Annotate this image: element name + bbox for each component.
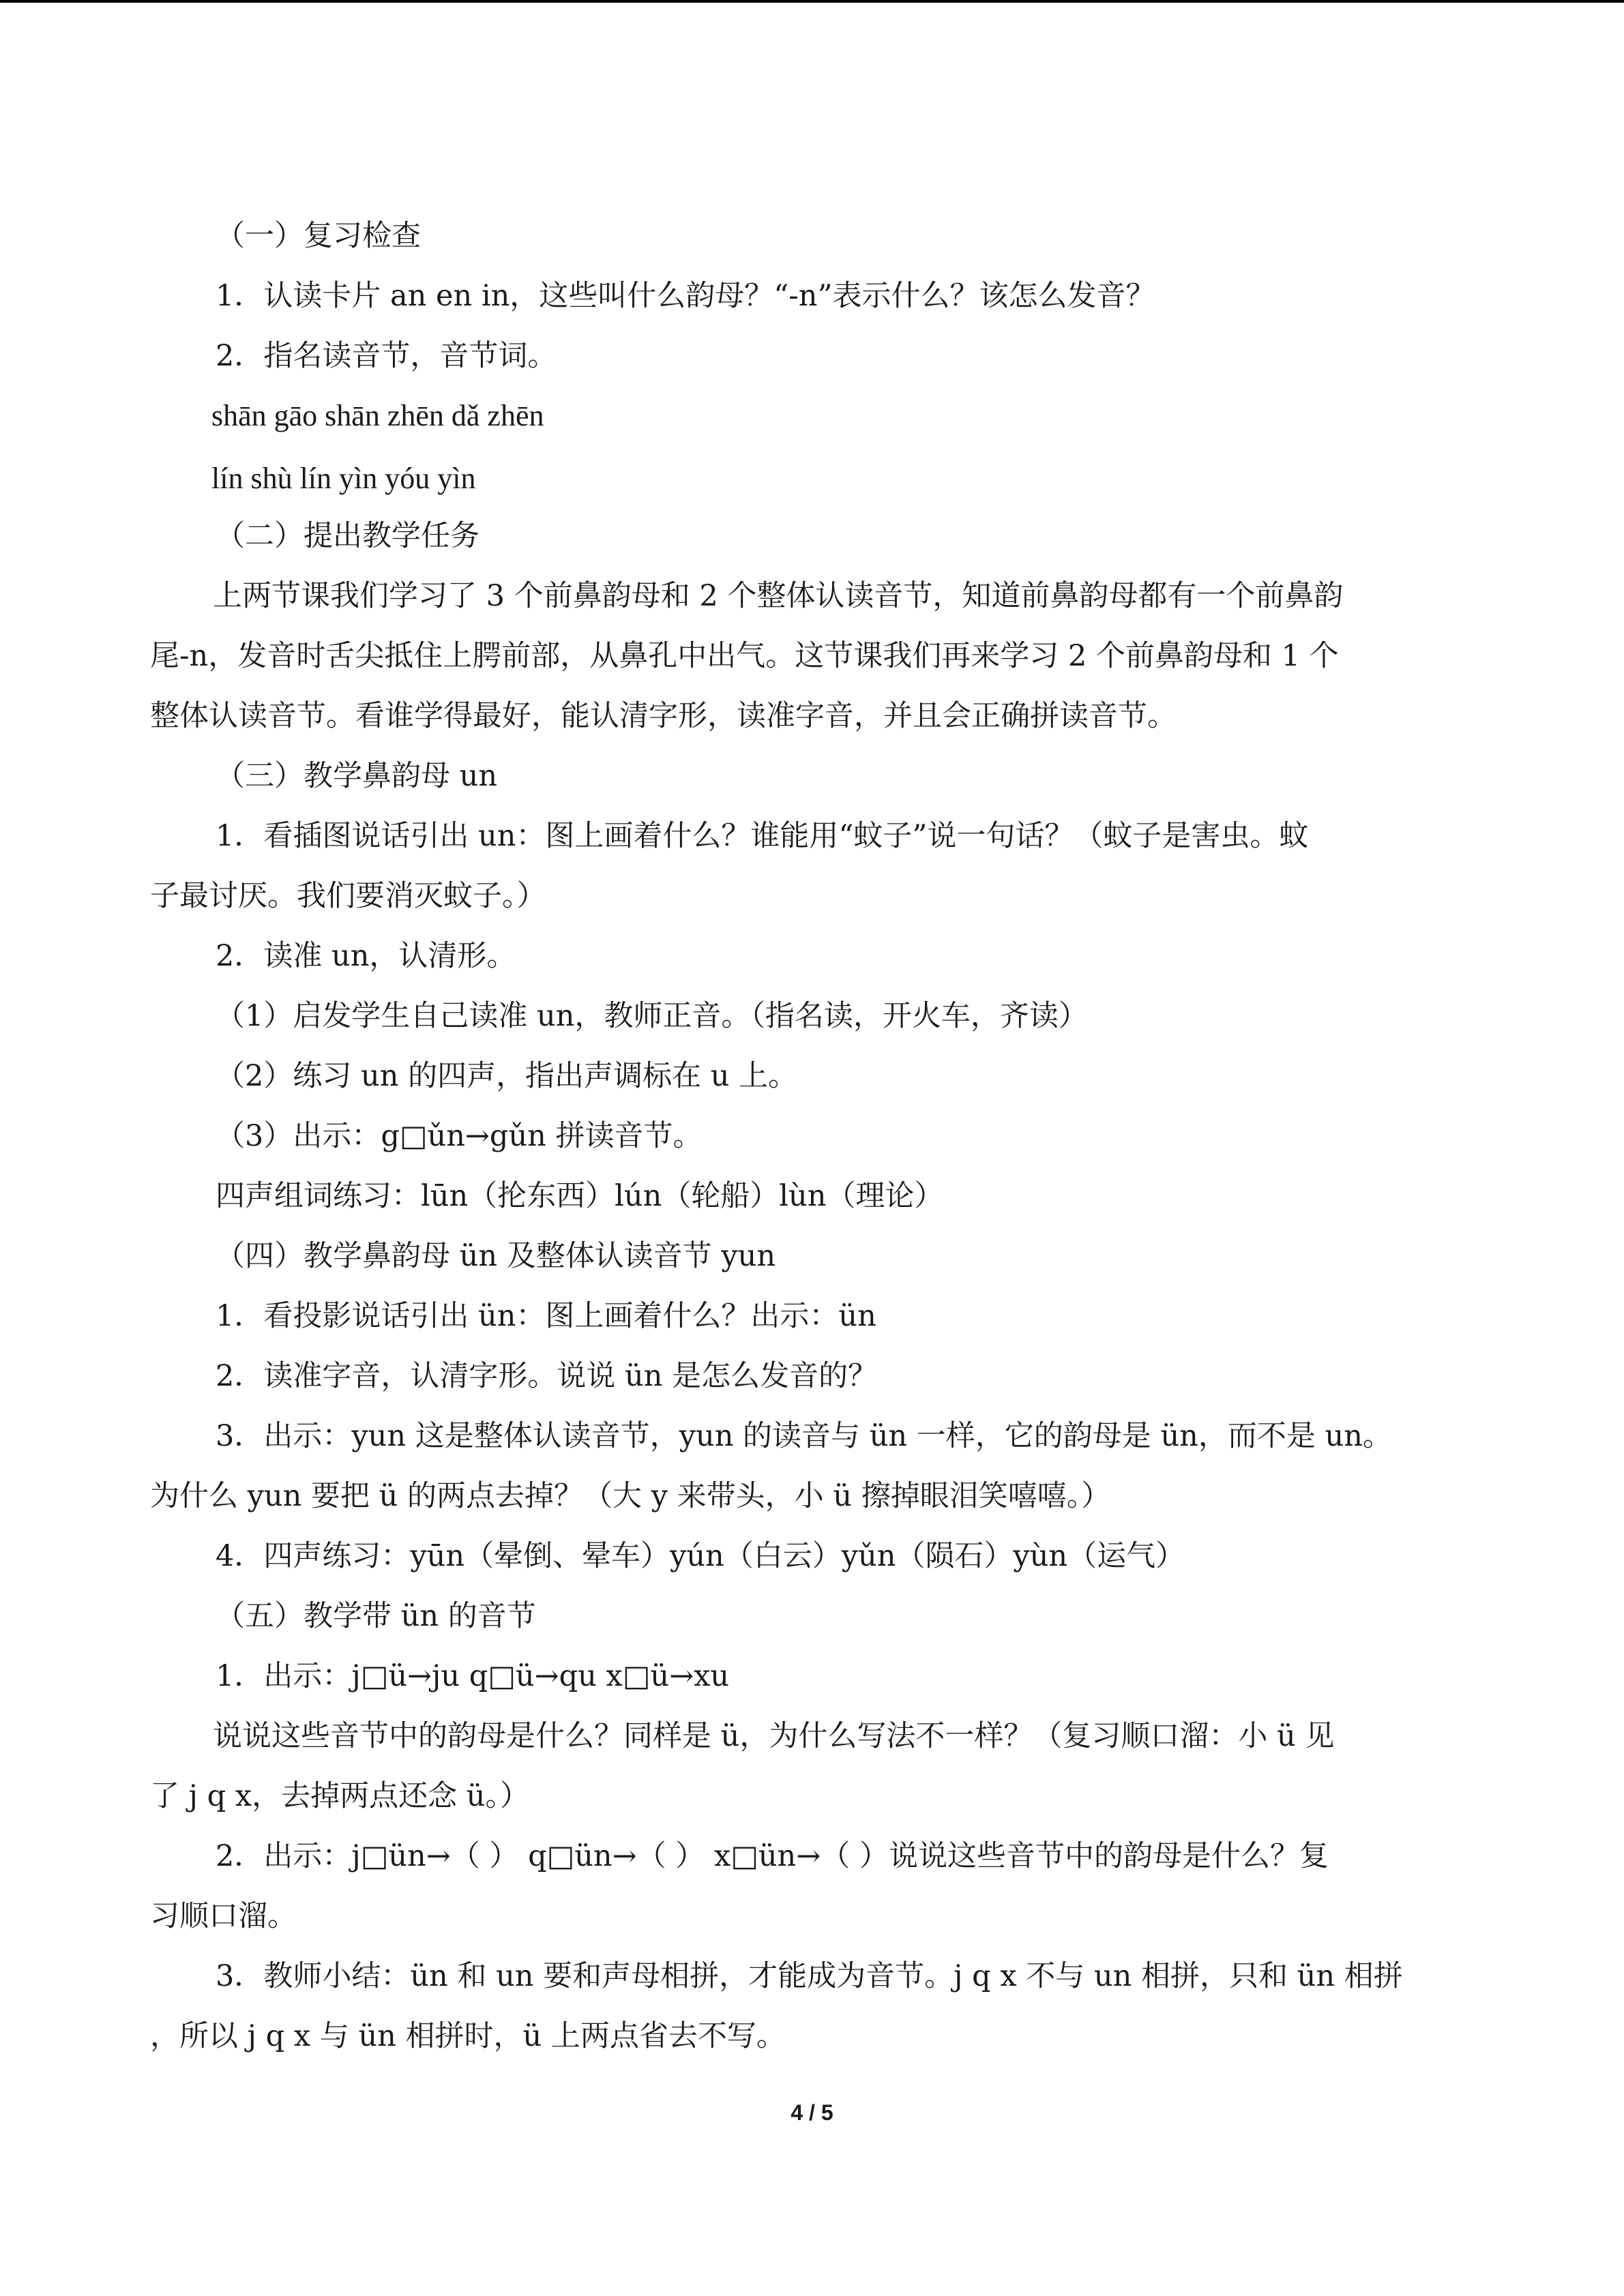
text-line: 上两节课我们学习了 3 个前鼻韵母和 2 个整体认读音节，知道前鼻韵母都有一个前鼻韵: [213, 579, 1344, 613]
text-line: 1．认读卡片 an en in，这些叫什么韵母？“-n”表示什么？该怎么发音？: [216, 279, 1155, 313]
text-line: 3．教师小结：ün 和 un 要和声母相拼，才能成为音节。j q x 不与 un 相拼，只和 ün 相拼: [216, 1959, 1403, 1993]
text-line: 了 j q x，去掉两点还念 ü。）: [150, 1779, 529, 1813]
text-line: 子最讨厌。我们要消灭蚊子。）: [150, 879, 546, 913]
pinyin-line: shān gāo shān zhēn dǎ zhēn: [211, 399, 544, 432]
text-line: ，所以 j q x 与 ün 相拼时，ü 上两点省去不写。: [150, 2019, 786, 2053]
section-heading-un: （三）教学鼻韵母 un: [216, 759, 498, 793]
section-heading-review: （一）复习检查: [216, 219, 421, 253]
text-line: （3）出示：g□ǔn→gǔn 拼读音节。: [216, 1119, 703, 1153]
text-line: 尾-n，发音时舌尖抵住上腭前部，从鼻孔中出气。这节课我们再来学习 2 个前鼻韵母和 1 个: [150, 639, 1339, 673]
pinyin-line: lín shù lín yìn yóu yìn: [211, 462, 476, 495]
text-line: 为什么 yun 要把 ü 的两点去掉？（大 y 来带头，小 ü 擦掉眼泪笑嘻嘻。）: [150, 1479, 1111, 1513]
text-line: 1．出示：j□ü→ju q□ü→qu x□ü→xu: [216, 1659, 730, 1693]
text-line: 习顺口溜。: [150, 1899, 297, 1933]
text-line: 四声组词练习：lūn（抡东西）lún（轮船）lùn（理论）: [216, 1179, 944, 1213]
text-line: 4．四声练习：yūn（晕倒、晕车）yún（白云）yǔn（陨石）yùn（运气）: [216, 1539, 1185, 1573]
text-line: （1）启发学生自己读准 un，教师正音。（指名读，开火车，齐读）: [216, 999, 1088, 1033]
text-line: 2．指名读音节，音节词。: [216, 339, 557, 373]
text-line: 1．看投影说话引出 ün：图上画着什么？出示：ün: [216, 1299, 876, 1333]
text-line: 1．看插图说话引出 un：图上画着什么？谁能用“蚊子”说一句话？（蚊子是害虫。蚊: [216, 819, 1309, 853]
text-line: 2．出示：j□ün→（ ） q□ün→（ ） x□ün→（ ）说说这些音节中的韵母是什么？复: [216, 1839, 1329, 1873]
text-line: 2．读准 un，认清形。: [216, 939, 516, 973]
section-heading-task: （二）提出教学任务: [216, 519, 479, 553]
section-heading-syllables: （五）教学带 ün 的音节: [216, 1599, 536, 1633]
text-line: 整体认读音节。看谁学得最好，能认清字形，读准字音，并且会正确拼读音节。: [150, 699, 1177, 733]
page-number: 4 / 5: [791, 2100, 833, 2125]
text-line: 说说这些音节中的韵母是什么？同样是 ü，为什么写法不一样？（复习顺口溜：小 ü 见: [213, 1719, 1335, 1753]
section-heading-un-umlaut: （四）教学鼻韵母 ün 及整体认读音节 yun: [216, 1239, 776, 1273]
text-line: （2）练习 un 的四声，指出声调标在 u 上。: [216, 1059, 798, 1093]
text-line: 3．出示：yun 这是整体认读音节，yun 的读音与 ün 一样，它的韵母是 ün，而不是 un。: [216, 1419, 1392, 1453]
text-line: 2．读准字音，认清字形。说说 ün 是怎么发音的？: [216, 1359, 878, 1393]
